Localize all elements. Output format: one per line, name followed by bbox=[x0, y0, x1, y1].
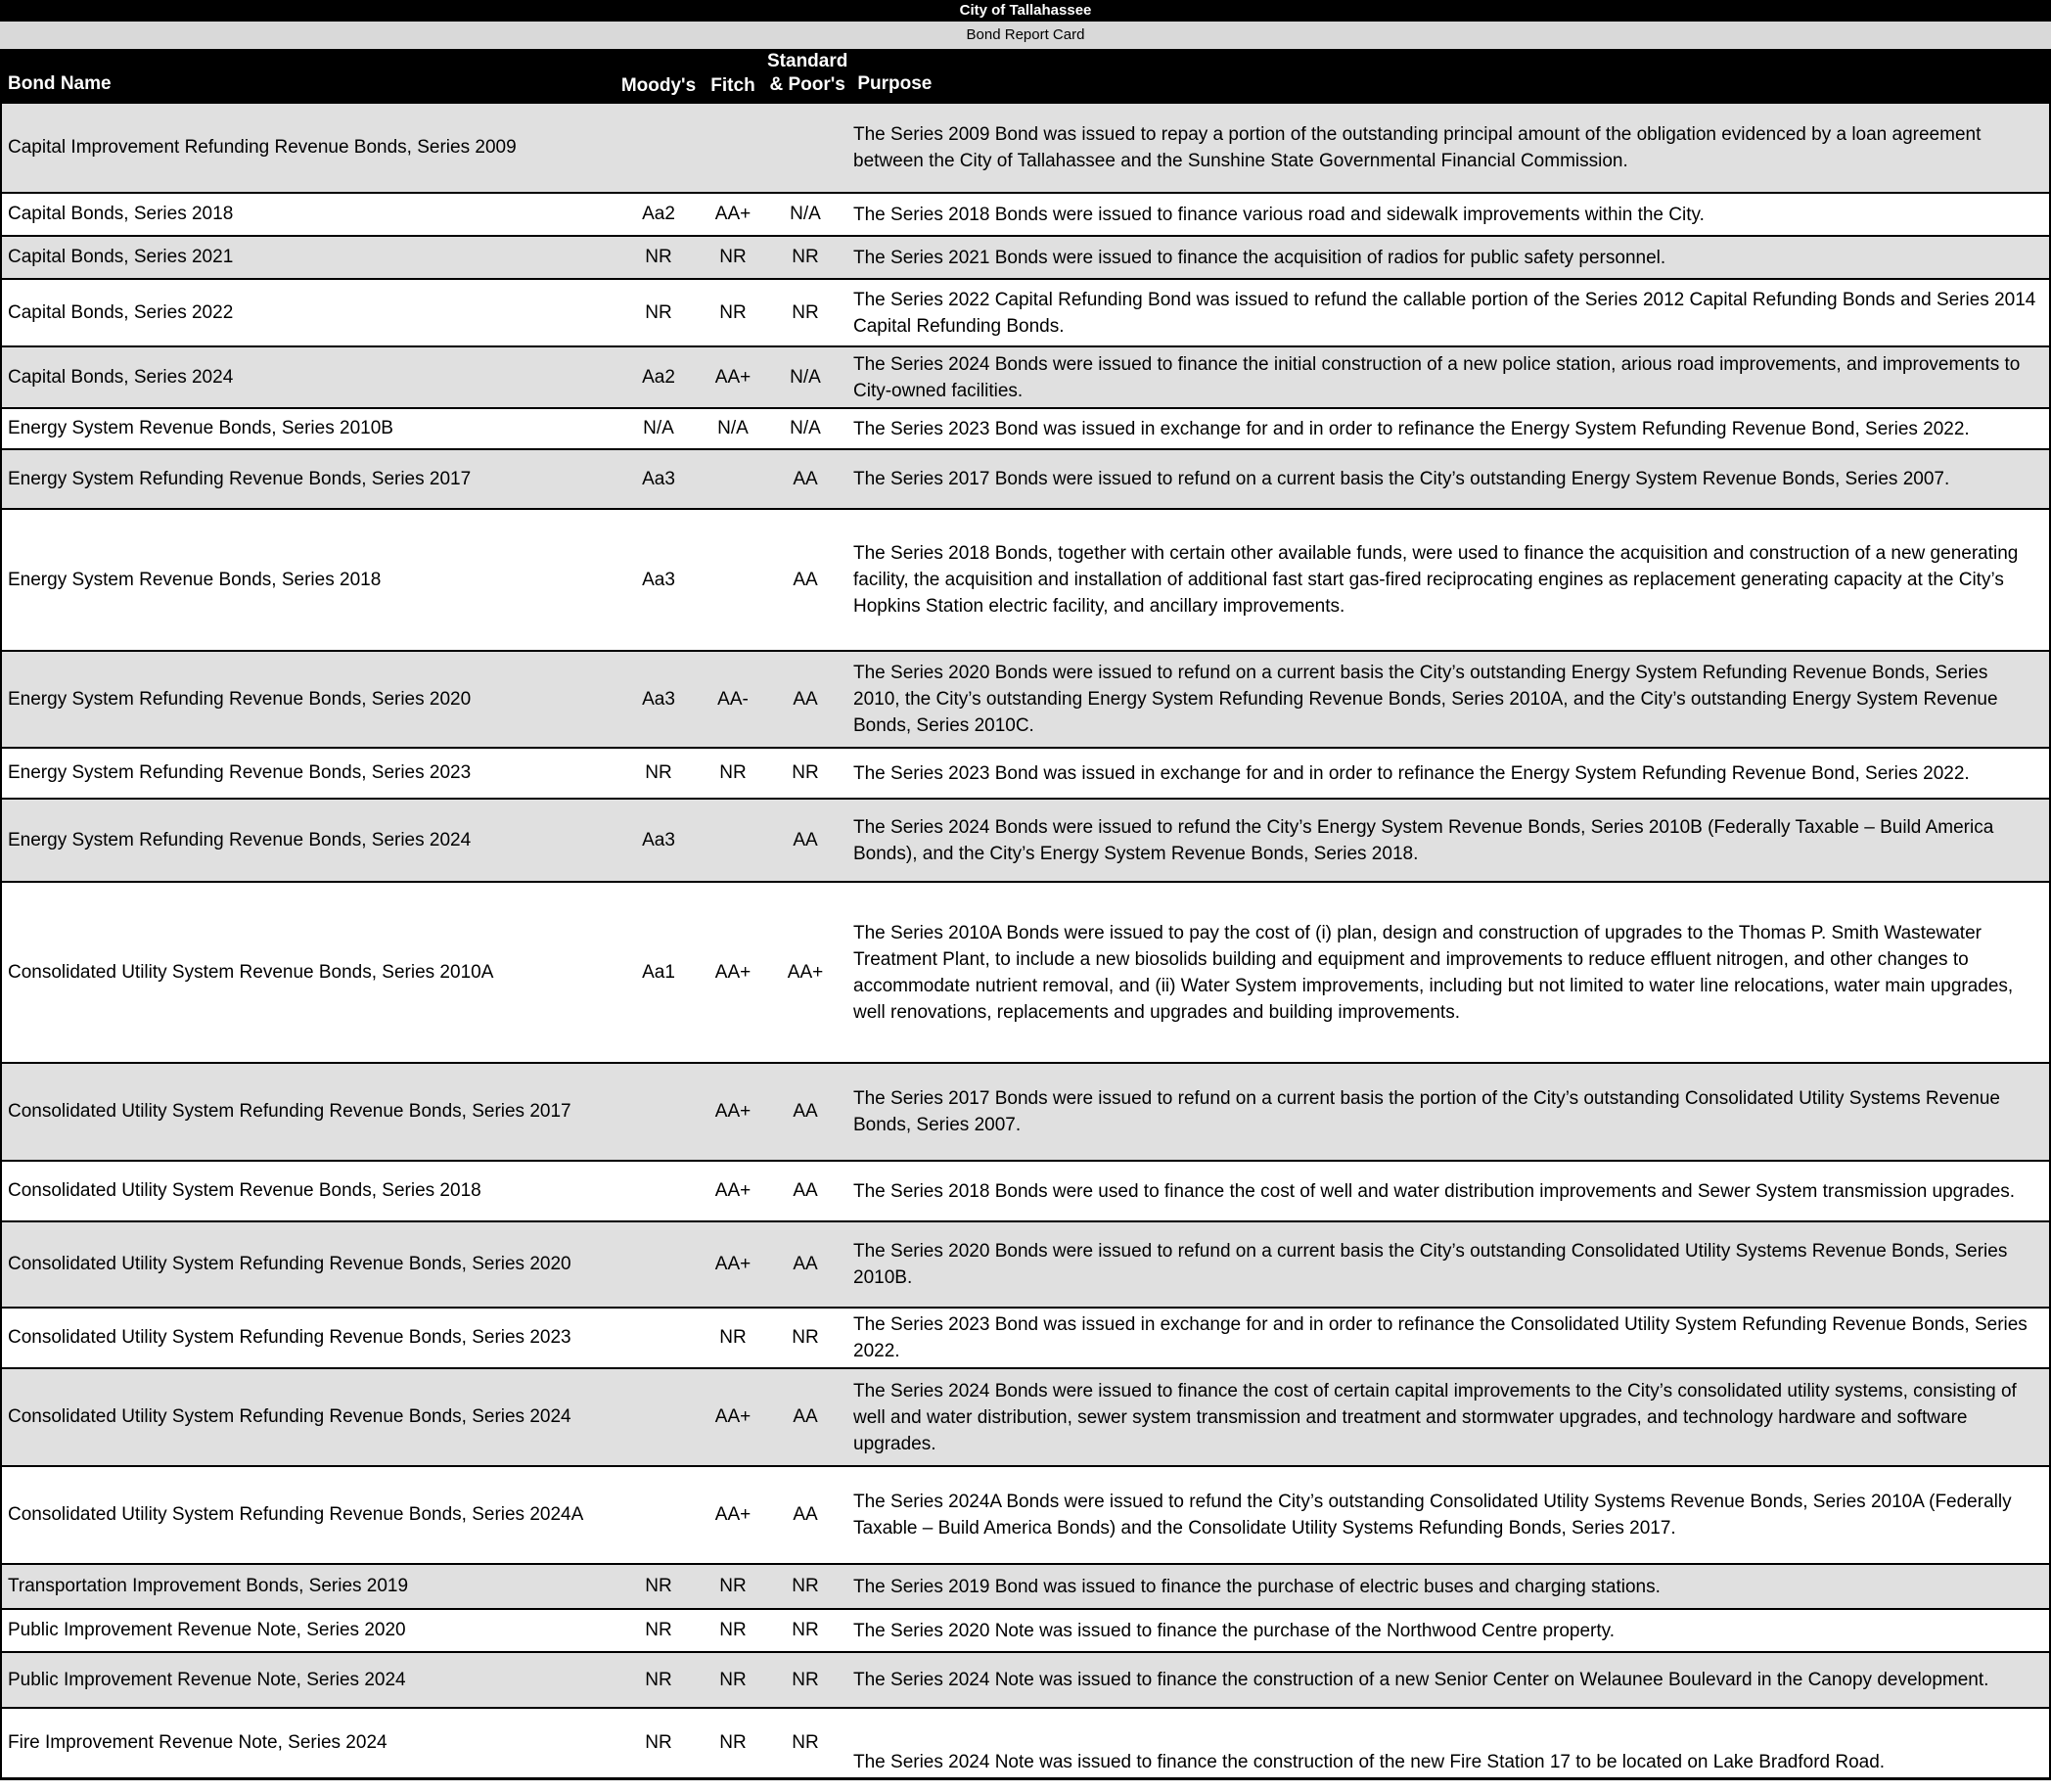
bond-name-cell: Public Improvement Revenue Note, Series 2024 bbox=[8, 1669, 406, 1690]
moodys-rating-cell: Aa3 bbox=[642, 468, 675, 489]
fitch-rating-cell: AA+ bbox=[714, 366, 752, 388]
standard-poors-rating-cell: AA bbox=[793, 468, 818, 489]
purpose-cell: The Series 2017 Bonds were issued to refund on a current basis the City’s outstanding Energy System Revenue Bonds, Series 2007. bbox=[853, 469, 1950, 489]
purpose-cell: The Series 2024 Bonds were issued to finance the cost of certain capital improvements to the City’s consolidated utility systems, consisting of well and water distribution, sewer system transmission and treatment and stormwater upgrades, and technology hardware and software upgrades. bbox=[853, 1380, 2017, 1454]
bond-name-cell: Energy System Revenue Bonds, Series 2010B bbox=[8, 418, 393, 438]
purpose-cell: The Series 2024 Bonds were issued to refund the City’s Energy System Revenue Bonds, Series 2010B (Federally Taxable – Build America Bonds), and the City’s Energy System Revenue Bonds, Series 2018. bbox=[853, 816, 1994, 864]
purpose-cell: The Series 2018 Bonds were issued to finance various road and sidewalk improvements within the City. bbox=[853, 204, 1705, 225]
standard-poors-line1: Standard bbox=[767, 51, 848, 71]
fitch-rating-cell: NR bbox=[719, 1732, 747, 1753]
purpose-cell: The Series 2018 Bonds, together with certain other available funds, were used to finance the acquisition and construction of a new generating facility, the acquisition and installation of additional fast start gas-fired reciprocating engines as replacement generating capacity at the City’s Hopkins Station electric facility, and ancillary improvements. bbox=[853, 543, 2019, 617]
standard-poors-rating-cell: NR bbox=[792, 1327, 819, 1348]
table-row bbox=[2, 747, 2049, 798]
fitch-rating-cell: AA+ bbox=[714, 204, 752, 224]
moodys-rating-cell: NR bbox=[645, 247, 672, 267]
moodys-rating-cell: Aa2 bbox=[642, 366, 675, 388]
standard-poors-rating-cell: NR bbox=[792, 1576, 819, 1596]
bond-name-cell: Energy System Refunding Revenue Bonds, Series 2023 bbox=[8, 762, 472, 783]
table-row bbox=[2, 1651, 2049, 1707]
standard-poors-rating-cell: N/A bbox=[790, 418, 821, 438]
bond-name-cell: Energy System Refunding Revenue Bonds, Series 2024 bbox=[8, 829, 472, 850]
table-row bbox=[2, 1307, 2049, 1367]
moodys-rating-cell: NR bbox=[645, 1576, 672, 1596]
table-row bbox=[2, 1465, 2049, 1563]
purpose-cell: The Series 2022 Capital Refunding Bond was issued to refund the callable portion of the Series 2012 Capital Refunding Bonds and Series 2014 Capital Refunding Bonds. bbox=[853, 289, 2036, 337]
purpose-cell: The Series 2024 Note was issued to finance the construction of the new Fire Station 17 to be located on Lake Bradford Road. bbox=[853, 1752, 1886, 1772]
table-header-row bbox=[2, 49, 2049, 102]
purpose-cell: The Series 2021 Bonds were issued to finance the acquisition of radios for public safety personnel. bbox=[853, 247, 1666, 268]
moodys-rating-cell: N/A bbox=[643, 418, 674, 438]
table-row bbox=[2, 345, 2049, 407]
fitch-rating-cell: AA+ bbox=[714, 1101, 752, 1122]
moodys-rating-cell: NR bbox=[645, 301, 672, 323]
standard-poors-rating-cell: AA+ bbox=[787, 961, 824, 983]
purpose-cell: The Series 2024 Bonds were issued to finance the initial construction of a new police station, arious road improvements, and improvements to City-owned facilities. bbox=[853, 353, 2021, 401]
bond-name-cell: Capital Bonds, Series 2021 bbox=[8, 247, 234, 267]
standard-poors-rating-cell: AA bbox=[793, 1254, 818, 1274]
bond-name-cell: Consolidated Utility System Revenue Bonds, Series 2010A bbox=[8, 961, 494, 983]
standard-poors-rating-cell: AA bbox=[793, 1406, 818, 1427]
column-header-purpose: Purpose bbox=[857, 73, 933, 94]
purpose-cell: The Series 2024A Bonds were issued to refund the City’s outstanding Consolidated Utility Systems Revenue Bonds, Series 2010A (Federally Taxable – Build America Bonds) and the Consolidate Utility Systems Refunding Bonds, Series 2017. bbox=[853, 1492, 2012, 1539]
fitch-rating-cell: AA+ bbox=[714, 1504, 752, 1525]
bond-name-cell: Energy System Refunding Revenue Bonds, Series 2017 bbox=[8, 468, 472, 489]
purpose-cell: The Series 2010A Bonds were issued to pay the cost of (i) plan, design and construction of upgrades to the Thomas P. Smith Wastewater Treatment Plant, to include a new biosolids building and equipment and improvements to reduce effluent nitrogen, and other changes to accommodate nutrient removal, and (ii) Water System improvements, including but not limited to water line relocations, water main upgrades, well renovations, replacements and upgrades and building improvements. bbox=[853, 922, 2014, 1023]
bond-name-cell: Capital Bonds, Series 2024 bbox=[8, 366, 234, 388]
standard-poors-rating-cell: AA bbox=[793, 829, 818, 850]
bond-name-cell: Consolidated Utility System Refunding Revenue Bonds, Series 2017 bbox=[8, 1101, 571, 1122]
fitch-rating-cell: AA+ bbox=[714, 1180, 752, 1201]
table-row bbox=[2, 448, 2049, 508]
purpose-cell: The Series 2020 Note was issued to finance the purchase of the Northwood Centre property. bbox=[853, 1620, 1616, 1641]
bond-name-cell: Consolidated Utility System Revenue Bonds, Series 2018 bbox=[8, 1180, 481, 1201]
moodys-rating-cell: Aa3 bbox=[642, 688, 675, 710]
table-row bbox=[2, 192, 2049, 235]
column-header-fitch: Fitch bbox=[710, 75, 755, 96]
table-row bbox=[2, 1608, 2049, 1651]
purpose-cell: The Series 2020 Bonds were issued to refund on a current basis the City’s outstanding Energy System Refunding Revenue Bonds, Series 2010, the City’s outstanding Energy System Refunding Revenue Bonds, Series 2010A, and the City’s outstanding Energy System Revenue Bonds, Series 2010C. bbox=[853, 663, 1998, 736]
standard-poors-rating-cell: N/A bbox=[790, 366, 821, 388]
bond-name-cell: Energy System Refunding Revenue Bonds, Series 2020 bbox=[8, 688, 472, 710]
fitch-rating-cell: NR bbox=[719, 247, 747, 267]
column-header-bond-name: Bond Name bbox=[8, 73, 112, 94]
fitch-rating-cell: AA+ bbox=[714, 1254, 752, 1274]
fitch-rating-cell: NR bbox=[719, 762, 747, 783]
purpose-cell: The Series 2023 Bond was issued in exchange for and in order to refinance the Energy System Refunding Revenue Bond, Series 2022. bbox=[853, 418, 1970, 439]
column-header-standard-poors bbox=[767, 50, 847, 97]
table-row bbox=[2, 650, 2049, 747]
bond-name-cell: Capital Bonds, Series 2022 bbox=[8, 301, 234, 323]
fitch-rating-cell: NR bbox=[719, 1669, 747, 1690]
moodys-rating-cell: Aa3 bbox=[642, 569, 675, 590]
fitch-rating-cell: NR bbox=[719, 301, 747, 323]
fitch-rating-cell: NR bbox=[719, 1620, 747, 1640]
purpose-cell: The Series 2009 Bond was issued to repay a portion of the outstanding principal amount of the obligation evidenced by a loan agreement between the City of Tallahassee and the Sunshine State Governmental Financial Commission. bbox=[853, 124, 1982, 171]
report-subtitle: Bond Report Card bbox=[0, 22, 2051, 49]
fitch-rating-cell: N/A bbox=[717, 418, 749, 438]
table-row bbox=[2, 1563, 2049, 1608]
purpose-cell: The Series 2024 Note was issued to finance the construction of a new Senior Center on Welaunee Boulevard in the Canopy development. bbox=[853, 1670, 1989, 1690]
bond-name-cell: Consolidated Utility System Refunding Revenue Bonds, Series 2024 bbox=[8, 1406, 571, 1427]
purpose-cell: The Series 2023 Bond was issued in exchange for and in order to refinance the Energy System Refunding Revenue Bond, Series 2022. bbox=[853, 762, 1970, 784]
fitch-rating-cell: AA+ bbox=[714, 961, 752, 983]
standard-poors-rating-cell: N/A bbox=[790, 204, 821, 224]
standard-poors-rating-cell: AA bbox=[793, 1504, 818, 1525]
table-row bbox=[2, 1160, 2049, 1220]
moodys-rating-cell: Aa3 bbox=[642, 829, 675, 850]
fitch-rating-cell: NR bbox=[719, 1327, 747, 1348]
column-header-moodys: Moody's bbox=[620, 75, 697, 96]
table-row bbox=[2, 798, 2049, 881]
purpose-cell: The Series 2017 Bonds were issued to refund on a current basis the portion of the City’s outstanding Consolidated Utility Systems Revenue Bonds, Series 2007. bbox=[853, 1088, 2000, 1135]
table-row bbox=[2, 1220, 2049, 1307]
table-row bbox=[2, 278, 2049, 345]
purpose-cell: The Series 2018 Bonds were used to finance the cost of well and water distribution improvements and Sewer System transmission upgrades. bbox=[853, 1180, 2016, 1202]
bond-name-cell: Consolidated Utility System Refunding Revenue Bonds, Series 2024A bbox=[8, 1504, 584, 1525]
moodys-rating-cell: NR bbox=[645, 1669, 672, 1690]
standard-poors-rating-cell: AA bbox=[793, 1180, 818, 1201]
moodys-rating-cell: NR bbox=[645, 1620, 672, 1640]
standard-poors-rating-cell: AA bbox=[793, 688, 818, 710]
bond-name-cell: Public Improvement Revenue Note, Series 2020 bbox=[8, 1620, 406, 1640]
bond-name-cell: Fire Improvement Revenue Note, Series 2024 bbox=[8, 1732, 387, 1753]
bond-name-cell: Capital Bonds, Series 2018 bbox=[8, 204, 234, 224]
moodys-rating-cell: NR bbox=[645, 762, 672, 783]
fitch-rating-cell: NR bbox=[719, 1576, 747, 1596]
table-row bbox=[2, 508, 2049, 650]
table-row bbox=[2, 1367, 2049, 1465]
table-row bbox=[2, 881, 2049, 1062]
moodys-rating-cell: Aa1 bbox=[642, 961, 675, 983]
standard-poors-rating-cell: NR bbox=[792, 1732, 819, 1753]
table-body bbox=[2, 102, 2049, 1777]
table-row bbox=[2, 1062, 2049, 1160]
bond-name-cell: Consolidated Utility System Refunding Revenue Bonds, Series 2020 bbox=[8, 1254, 571, 1274]
bond-name-cell: Consolidated Utility System Refunding Revenue Bonds, Series 2023 bbox=[8, 1327, 571, 1348]
standard-poors-rating-cell: NR bbox=[792, 762, 819, 783]
bond-name-cell: Capital Improvement Refunding Revenue Bonds, Series 2009 bbox=[8, 137, 517, 158]
standard-poors-rating-cell: AA bbox=[793, 1101, 818, 1122]
bond-name-cell: Energy System Revenue Bonds, Series 2018 bbox=[8, 569, 382, 590]
table-row bbox=[2, 407, 2049, 448]
standard-poors-rating-cell: NR bbox=[792, 301, 819, 323]
standard-poors-rating-cell: NR bbox=[792, 247, 819, 267]
standard-poors-line2: & Poor's bbox=[769, 74, 845, 95]
fitch-rating-cell: AA+ bbox=[714, 1406, 752, 1427]
table-row bbox=[2, 235, 2049, 278]
moodys-rating-cell: Aa2 bbox=[642, 204, 675, 224]
purpose-cell: The Series 2023 Bond was issued in exchange for and in order to refinance the Consolidated Utility System Refunding Revenue Bonds, Series 2022. bbox=[853, 1314, 2028, 1361]
standard-poors-rating-cell: NR bbox=[792, 1620, 819, 1640]
table-row bbox=[2, 102, 2049, 192]
bond-table bbox=[0, 49, 2051, 1780]
fitch-rating-cell: AA- bbox=[717, 688, 749, 710]
moodys-rating-cell: NR bbox=[645, 1732, 672, 1753]
standard-poors-rating-cell: NR bbox=[792, 1669, 819, 1690]
purpose-cell: The Series 2019 Bond was issued to finance the purchase of electric buses and charging stations. bbox=[853, 1576, 1661, 1597]
bond-name-cell: Transportation Improvement Bonds, Series 2019 bbox=[8, 1576, 409, 1596]
purpose-cell: The Series 2020 Bonds were issued to refund on a current basis the City’s outstanding Consolidated Utility Systems Revenue Bonds, Series 2010B. bbox=[853, 1241, 2008, 1288]
table-row bbox=[2, 1707, 2049, 1777]
standard-poors-rating-cell: AA bbox=[793, 569, 818, 590]
report-title: City of Tallahassee bbox=[0, 0, 2051, 22]
